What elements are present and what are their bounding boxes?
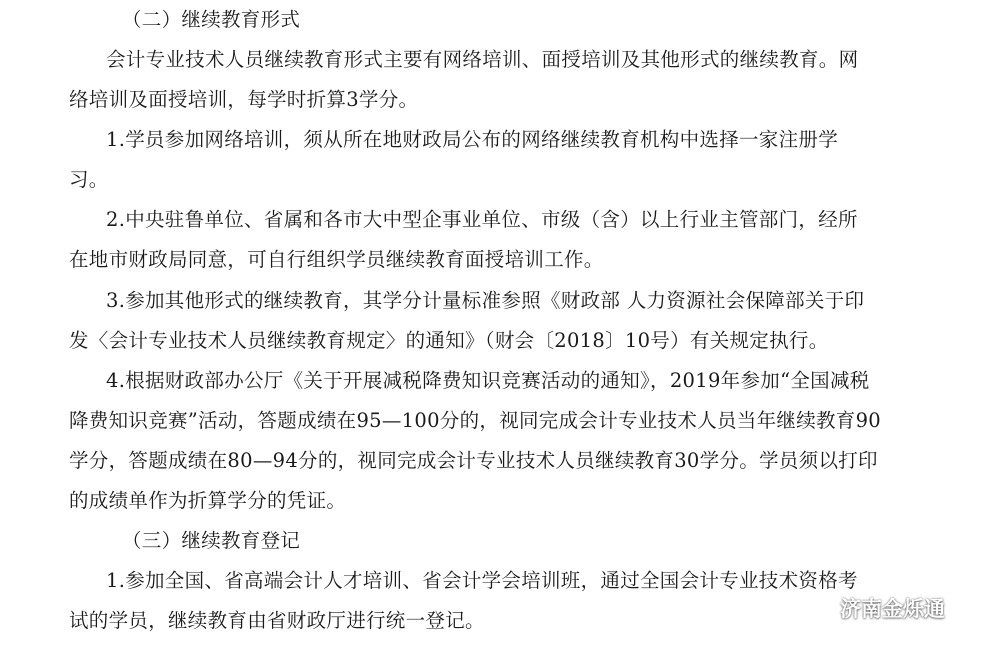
section-heading-2: （二）继续教育形式	[122, 8, 301, 31]
paragraph-line: 会计专业技术人员继续教育形式主要有网络培训、面授培训及其他形式的继续教育。网	[106, 48, 859, 71]
paragraph-line: 3.参加其他形式的继续教育，其学分计量标准参照《财政部 人力资源社会保障部关于印	[106, 289, 865, 312]
wechat-icon	[800, 593, 834, 623]
paragraph-line: 在地市财政局同意，可自行组织学员继续教育面授培训工作。	[69, 248, 604, 271]
wechat-watermark	[800, 591, 945, 625]
paragraph-line: 2.中央驻鲁单位、省属和各市大中型企事业单位、市级（含）以上行业主管部门，经所	[106, 208, 858, 231]
paragraph-line: 学分，答题成绩在80—94分的，视同完成会计专业技术人员继续教育30学分。学员须以打印	[69, 449, 878, 472]
paragraph-line: 的成绩单作为折算学分的凭证。	[69, 489, 347, 512]
section-heading-3: （三）继续教育登记	[122, 529, 301, 552]
paragraph-line: 降费知识竞赛”活动，答题成绩在95—100分的，视同完成会计专业技术人员当年继续教育90	[69, 409, 882, 432]
paragraph-line: 试的学员，继续教育由省财政厅进行统一登记。	[69, 609, 485, 632]
paragraph-line: 1.学员参加网络培训，须从所在地财政局公布的网络继续教育机构中选择一家注册学	[106, 128, 839, 151]
paragraph-line: 络培训及面授培训，每学时折算3学分。	[69, 88, 419, 111]
paragraph-line: 发〈会计专业技术人员继续教育规定〉的通知》（财会〔2018〕10号）有关规定执行。	[69, 329, 829, 352]
watermark-text: 济南金烁通	[840, 597, 945, 621]
paragraph-line: 4.根据财政部办公厅《关于开展减税降费知识竞赛活动的通知》，2019年参加“全国减税	[106, 369, 870, 392]
paragraph-line: 1.参加全国、省高端会计人才培训、省会计学会培训班，通过全国会计专业技术资格考	[106, 569, 858, 592]
paragraph-line: 习。	[69, 168, 109, 191]
